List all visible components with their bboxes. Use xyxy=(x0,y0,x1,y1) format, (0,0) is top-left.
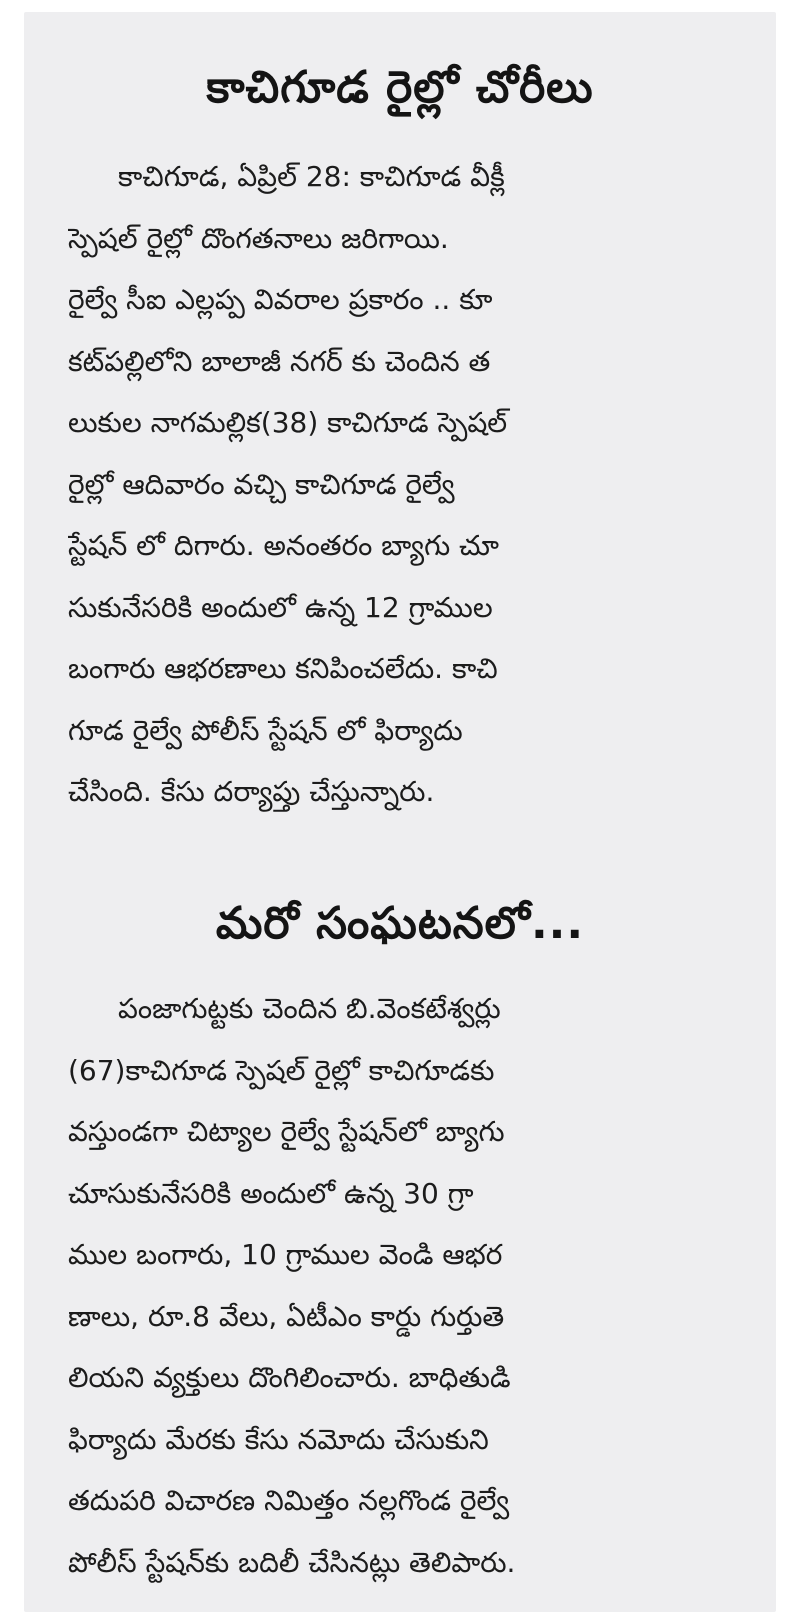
text-line: స్టేషన్ లో దిగారు. అనంతరం బ్యాగు చూ xyxy=(68,529,500,562)
headline: కాచిగూడ రైల్లో చోరీలు xyxy=(206,62,594,113)
news-clipping xyxy=(24,12,776,1612)
text-line: స్పెషల్ రైల్లో దొంగతనాలు జరిగాయి. xyxy=(68,221,449,255)
text-line: కట్‌పల్లిలోని బాలాజీ నగర్ కు చెందిన త xyxy=(68,344,491,378)
text-line: (67)కాచిగూడ స్పెషల్ రైల్లో కాచిగూడకు xyxy=(68,1053,495,1087)
subheadline: మరో సంఘటనలో... xyxy=(215,898,585,949)
text-line: రైల్లో ఆదివారం వచ్చి కాచిగూడ రైల్వే xyxy=(68,467,455,501)
text-line: ణాలు, రూ.8 వేలు, ఏటీఎం కార్డు గుర్తుతె xyxy=(68,1299,505,1333)
text-line: వస్తుండగా చిట్యాల రైల్వే స్టేషన్‌లో బ్యాగు xyxy=(68,1115,505,1148)
text-line: పోలీస్ స్టేషన్‌కు బదిలీ చేసినట్లు తెలిపారు. xyxy=(68,1545,516,1579)
text-line: కాచిగూడ, ఏప్రిల్ 28: కాచిగూడ వీక్లీ xyxy=(118,160,505,193)
text-line: చేసింది. కేసు దర్యాప్తు చేస్తున్నారు. xyxy=(68,775,435,808)
text-line: పంజాగుట్టకు చెందిన బి.వెంకటేశ్వర్లు xyxy=(118,992,501,1025)
paragraph-theft-report xyxy=(68,146,720,823)
text-line: ముల బంగారు, 10 గ్రాముల వెండి ఆభర xyxy=(68,1238,503,1271)
text-line: ఫిర్యాదు మేరకు కేసు నమోదు చేసుకుని xyxy=(68,1422,489,1456)
paragraph-second-incident xyxy=(68,978,720,1593)
text-line: చూసుకునేసరికి అందులో ఉన్న 30 గ్రా xyxy=(68,1176,474,1210)
text-line: సుకునేసరికి అందులో ఉన్న 12 గ్రాముల xyxy=(68,590,493,624)
text-line: లుకుల నాగమల్లిక(38) కాచిగూడ స్పెషల్ xyxy=(68,406,508,439)
text-line: గూడ రైల్వే పోలీస్ స్టేషన్ లో ఫిర్యాదు xyxy=(68,713,463,747)
text-line: బంగారు ఆభరణాలు కనిపించలేదు. కాచి xyxy=(68,652,498,685)
text-line: తదుపరి విచారణ నిమిత్తం నల్లగొండ రైల్వే xyxy=(68,1484,510,1517)
text-line: రైల్వే సీఐ ఎల్లప్ప వివరాల ప్రకారం .. కూ xyxy=(68,283,493,316)
text-line: లియని వ్యక్తులు దొంగిలించారు. బాధితుడి xyxy=(68,1361,511,1394)
